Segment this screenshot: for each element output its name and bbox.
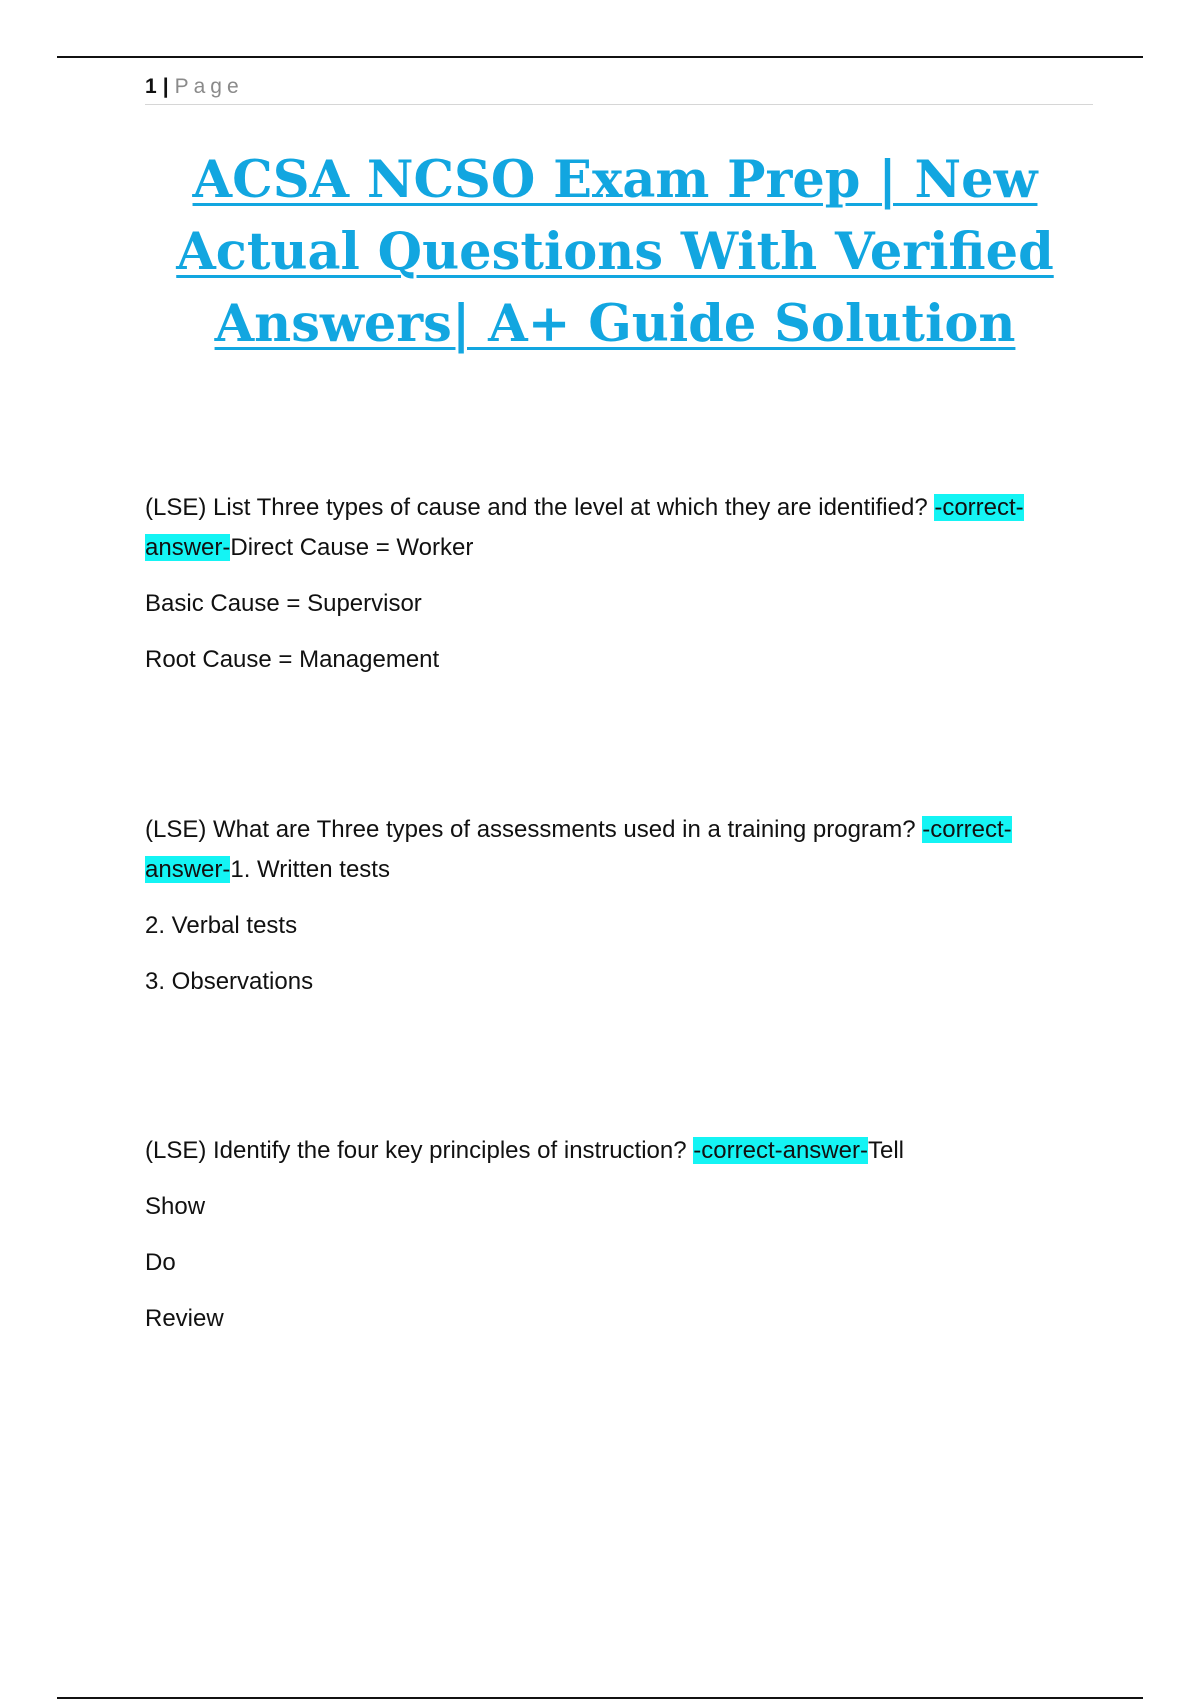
correct-answer-marker: -correct-answer-: [145, 494, 1024, 561]
page-header: [145, 74, 1093, 105]
qa-question-line: [145, 488, 1090, 568]
qa-question-line: [145, 810, 1090, 890]
page-separator: |: [162, 75, 169, 98]
answer-line: 2. Verbal tests: [145, 912, 298, 939]
qa-question-line: [145, 1131, 1090, 1171]
page-label: Page: [174, 75, 244, 98]
question-text: (LSE) List Three types of cause and the level at which they are identified?: [145, 494, 935, 521]
qa-item-assessment-types: [145, 810, 1090, 1002]
question-text: (LSE) Identify the four key principles of instruction?: [145, 1137, 694, 1164]
answer-line: Review: [145, 1305, 224, 1332]
correct-answer-marker: -correct-answer-: [145, 816, 1012, 883]
question-text: (LSE) What are Three types of assessments used in a training program?: [145, 816, 923, 843]
answer-line: Show: [145, 1193, 206, 1220]
page-bottom-rule: [57, 1697, 1143, 1699]
qa-item-cause-types: [145, 488, 1090, 680]
qa-item-instruction-principles: [145, 1131, 1090, 1339]
page-number: 1: [145, 75, 157, 98]
answer-text: Direct Cause = Worker: [230, 534, 474, 561]
answer-text: 1. Written tests: [230, 856, 390, 883]
page-top-rule: [57, 56, 1143, 58]
answer-line: Root Cause = Management: [145, 646, 440, 673]
document-title: ACSA NCSO Exam Prep | New Actual Questions With Verified Answers| A+ Guide Solution: [176, 150, 1054, 354]
answer-line: 3. Observations: [145, 968, 314, 995]
correct-answer-marker: -correct-answer-: [693, 1137, 868, 1164]
answer-text: Tell: [867, 1137, 904, 1164]
answer-line: Do: [145, 1249, 176, 1276]
answer-line: Basic Cause = Supervisor: [145, 590, 422, 617]
